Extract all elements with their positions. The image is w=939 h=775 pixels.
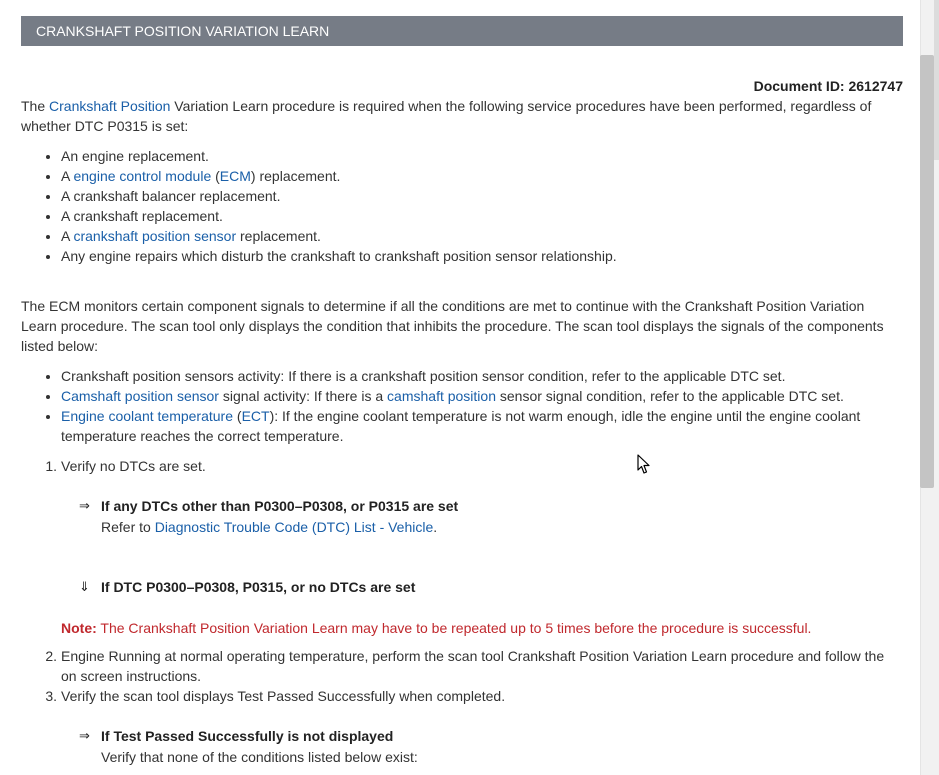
arrow-down-icon: ⇓ (79, 579, 90, 594)
step-1-text: Verify no DTCs are set. (61, 458, 206, 474)
procedure-list (21, 146, 903, 266)
step-3-text: Verify the scan tool displays Test Passed Successfully when completed. (61, 688, 506, 704)
mouse-pointer-icon (637, 454, 651, 481)
step-number: 3. (45, 688, 57, 704)
list-item: • A crankshaft position sensor replacement. (61, 226, 903, 246)
crankshaft-position-sensor-link[interactable]: crankshaft position sensor (73, 228, 237, 244)
scrollbar-thumb[interactable] (920, 55, 934, 488)
arrow-right-icon: ⇒ (79, 728, 90, 743)
condition-2: If DTC P0300–P0308, P0315, or no DTCs are set (101, 579, 416, 595)
condition-1-refer: Refer to Diagnostic Trouble Code (DTC) List - Vehicle. (101, 519, 438, 535)
camshaft-position-link[interactable]: camshaft position (387, 388, 496, 404)
list-item: • Any engine repairs which disturb the crankshaft to crankshaft position sensor relationship. (61, 246, 903, 266)
list-item: • A crankshaft balancer replacement. (61, 186, 903, 206)
ect-link[interactable]: ECT (241, 408, 270, 424)
condition-3: If Test Passed Successfully is not displayed (101, 728, 394, 744)
condition-1: If any DTCs other than P0300–P0308, or P0315 are set (101, 498, 459, 514)
step-number: 2. (45, 648, 57, 664)
step-number: 1. (45, 458, 57, 474)
crankshaft-position-link[interactable]: Crankshaft Position (49, 98, 171, 114)
list-item: • Engine coolant temperature (ECT): If the engine coolant temperature is not warm enough, idle the engine until the engine coolant temperature reaches the correct temperature. (61, 406, 903, 446)
list-item: • A engine control module (ECM) replacement. (61, 166, 903, 186)
signal-list (21, 366, 903, 446)
engine-control-module-link[interactable]: engine control module (73, 168, 212, 184)
section-title-bar (21, 16, 903, 46)
ecm-paragraph: The ECM monitors certain component signals to determine if all the conditions are met to continue with the Crankshaft Position Variation Learn procedure. The scan tool only displays the condition that inhibits the procedure. The scan tool displays the signals of the components listed below: (21, 298, 884, 354)
list-item: • Camshaft position sensor signal activity: If there is a camshaft position sensor signal condition, refer to the applicable DTC set. (61, 386, 903, 406)
ecm-link[interactable]: ECM (219, 168, 251, 184)
condition-3-sub: Verify that none of the conditions listed below exist: (101, 749, 418, 765)
list-item: • Crankshaft position sensors activity: If there is a crankshaft position sensor condition, refer to the applicable DTC set. (61, 366, 903, 386)
note-text: The Crankshaft Position Variation Learn may have to be repeated up to 5 times before the procedure is successful. (96, 620, 812, 636)
note (61, 618, 903, 638)
scrollbar-edge (934, 0, 939, 160)
arrow-right-icon: ⇒ (79, 498, 90, 513)
engine-coolant-temperature-link[interactable]: Engine coolant temperature (61, 408, 233, 424)
step-2-text: Engine Running at normal operating temperature, perform the scan tool Crankshaft Position Variation Learn procedure and follow the on screen instructions. (61, 648, 885, 684)
note-label: Note: (61, 620, 97, 636)
section-title: CRANKSHAFT POSITION VARIATION LEARN (36, 23, 330, 39)
list-item: • A crankshaft replacement. (61, 206, 903, 226)
list-item: • An engine replacement. (61, 146, 903, 166)
intro-paragraph: The Crankshaft Position Variation Learn procedure is required when the following service procedures have been performed, regardless of whether DTC P0315 is set: (21, 98, 872, 134)
document-id: Document ID: 2612747 (753, 78, 903, 94)
camshaft-position-sensor-link[interactable]: Camshaft position sensor (61, 388, 219, 404)
dtc-list-link[interactable]: Diagnostic Trouble Code (DTC) List - Vehicle (154, 519, 434, 535)
